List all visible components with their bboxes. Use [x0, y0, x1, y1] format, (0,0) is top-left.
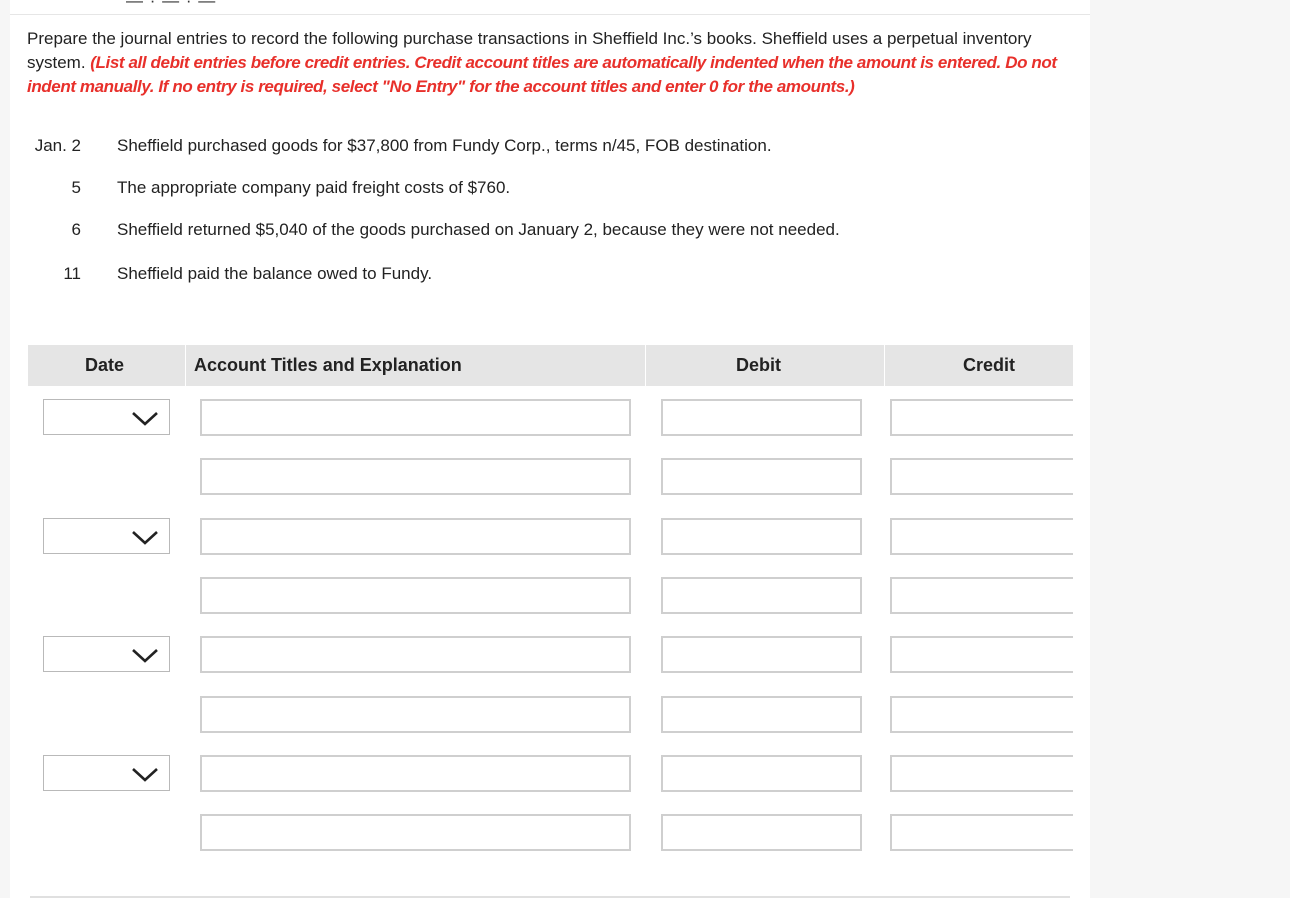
header-account: Account Titles and Explanation [194, 355, 462, 375]
transaction-row [27, 176, 1067, 200]
header-date: Date [85, 355, 125, 375]
account-title-input[interactable] [200, 696, 631, 733]
transaction-date: 5 [71, 178, 81, 197]
transaction-row [27, 218, 1067, 242]
header-divider [645, 345, 646, 386]
debit-input[interactable] [661, 518, 862, 555]
date-select[interactable] [43, 636, 170, 672]
debit-input[interactable] [661, 399, 862, 436]
chevron-down-icon [131, 409, 159, 427]
header-divider [185, 345, 186, 386]
credit-input[interactable] [890, 755, 1073, 792]
chevron-down-icon [131, 646, 159, 664]
transaction-row [27, 262, 1067, 286]
transaction-row [27, 134, 1067, 158]
transaction-text: Sheffield returned $5,040 of the goods purchased on January 2, because they were not needed. [117, 220, 840, 239]
account-title-input[interactable] [200, 814, 631, 851]
debit-input[interactable] [661, 696, 862, 733]
transaction-date: 11 [63, 264, 81, 283]
chevron-down-icon [131, 765, 159, 783]
account-title-input[interactable] [200, 577, 631, 614]
journal-row [10, 399, 1090, 437]
cut-off-heading: — · — · — [10, 0, 1090, 15]
journal-row [10, 814, 1090, 852]
debit-input[interactable] [661, 458, 862, 495]
credit-input[interactable] [890, 814, 1073, 851]
date-select[interactable] [43, 518, 170, 554]
transaction-date: Jan. 2 [34, 136, 81, 155]
debit-input[interactable] [661, 814, 862, 851]
credit-input[interactable] [890, 577, 1073, 614]
debit-input[interactable] [661, 577, 862, 614]
credit-input[interactable] [890, 518, 1073, 555]
account-title-input[interactable] [200, 636, 631, 673]
journal-row [10, 577, 1090, 615]
chevron-down-icon [131, 528, 159, 546]
question-panel [10, 0, 1090, 898]
date-select[interactable] [43, 755, 170, 791]
header-debit: Debit [736, 355, 781, 375]
account-title-input[interactable] [200, 518, 631, 555]
journal-header [28, 345, 1073, 386]
credit-input[interactable] [890, 458, 1073, 495]
account-title-input[interactable] [200, 458, 631, 495]
transaction-date: 6 [71, 220, 81, 239]
credit-input[interactable] [890, 696, 1073, 733]
account-title-input[interactable] [200, 755, 631, 792]
transaction-text: Sheffield paid the balance owed to Fundy. [117, 264, 433, 283]
journal-row [10, 458, 1090, 496]
journal-row [10, 755, 1090, 793]
date-select[interactable] [43, 399, 170, 435]
header-credit: Credit [963, 355, 1016, 375]
account-title-input[interactable] [200, 399, 631, 436]
instructions [27, 27, 1072, 99]
instructions-note: (List all debit entries before credit entries. Credit account titles are automatically indented when the amount is entered. Do not indent manually. If no entry is required, select "No Entry" for the account titles and enter 0 for the amounts.) [27, 53, 1057, 96]
debit-input[interactable] [661, 755, 862, 792]
credit-input[interactable] [890, 636, 1073, 673]
header-divider [884, 345, 885, 386]
instructions-main: Prepare the journal entries to record the following purchase transactions in Sheffield Inc.’s books. Sheffield uses a perpetual inventory system. [27, 29, 1032, 72]
transaction-text: The appropriate company paid freight costs of $760. [117, 178, 511, 197]
transaction-text: Sheffield purchased goods for $37,800 from Fundy Corp., terms n/45, FOB destination. [117, 136, 772, 155]
journal-row [10, 518, 1090, 556]
journal-row [10, 696, 1090, 734]
journal-row [10, 636, 1090, 674]
credit-input[interactable] [890, 399, 1073, 436]
debit-input[interactable] [661, 636, 862, 673]
